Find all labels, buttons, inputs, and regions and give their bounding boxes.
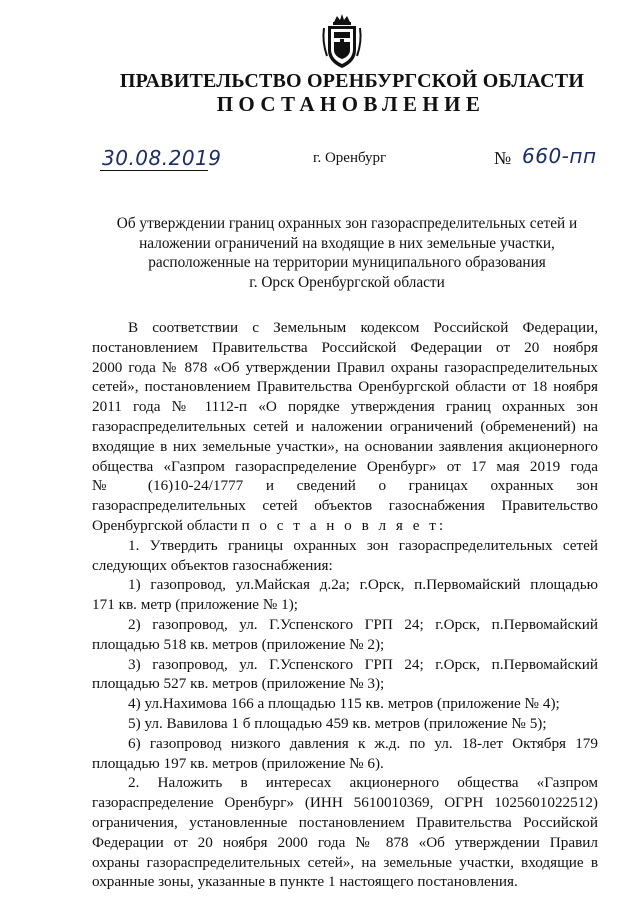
document-number — [494, 144, 614, 170]
document-type: ПОСТАНОВЛЕНИЕ — [216, 92, 486, 116]
item-2-line: охраны газораспределительных сетей», на земельные участки, входящие в — [92, 853, 598, 871]
document-title — [110, 214, 584, 292]
body-line: газораспределительных сетей и наложении ограничений (обременений) на — [92, 417, 598, 435]
sub-item-3-line: площадью 527 кв. метров (приложение № 3); — [92, 675, 385, 693]
item-2-line: Федерации от 20 ноября 2000 года № 878 «Об утверждении Правил — [92, 833, 598, 851]
body-line: общества «Газпром газораспределение Оренбург» от 17 мая 2019 года — [92, 457, 598, 475]
sub-item-1-line: 1) газопровод, ул.Майская д.2а; г.Орск, п.Первомайский площадью — [128, 576, 598, 594]
body-line: 2000 года № 878 «Об утверждении Правил охраны газораспределительных — [92, 358, 598, 376]
item-2-line: охранные зоны, указанные в пункте 1 настоящего постановления. — [92, 873, 518, 891]
body-line: сетей», постановлением Правительства Оренбургской области от 18 ноября — [92, 378, 598, 396]
number-sign: № — [494, 148, 512, 168]
title-line: расположенные на территории муниципального образования — [148, 254, 546, 271]
sub-item-2-line: 2) газопровод, ул. Г.Успенского ГРП 24; г.Орск, п.Первомайский — [128, 615, 598, 633]
city: г. Оренбург — [313, 150, 387, 166]
orenburg-coat-of-arms-icon — [318, 12, 366, 72]
body-line: входящие в них земельные участки», на основании заявления акционерного — [92, 437, 598, 455]
body-line: газораспределительных сетей объектов газоснабжения Правительство — [92, 497, 598, 515]
item-2-line: 2. Наложить в интересах акционерного общества «Газпром — [128, 774, 598, 792]
sub-item-6-line: площадью 197 кв. метров (приложение № 6). — [92, 754, 384, 772]
title-line: Об утверждении границ охранных зон газораспределительных сетей и — [116, 215, 578, 232]
sub-item-1-line: 171 кв. метр (приложение № 1); — [92, 596, 298, 614]
item-2-line: ограничения, установленные постановлением Правительства Российской — [92, 813, 598, 831]
title-line: г. Орск Оренбургской области — [249, 273, 445, 291]
sub-item-5-line: 5) ул. Вавилова 1 б площадью 459 кв. метров (приложение № 5); — [128, 714, 547, 732]
number-value: 660-пп — [522, 144, 597, 168]
decree-word: п о с т а н о в л я е т: — [241, 516, 447, 534]
preamble-end: Оренбургской области — [92, 516, 238, 534]
document-body — [92, 318, 598, 892]
sub-item-6-line: 6) газопровод низкого давления к ж.д. по ул. 18-лет Октября 179 — [128, 734, 598, 752]
organization-name: ПРАВИТЕЛЬСТВО ОРЕНБУРГСКОЙ ОБЛАСТИ — [119, 70, 585, 92]
sub-item-2-line: площадью 518 кв. метров (приложение № 2); — [92, 635, 385, 653]
date-value: 30.08.2019 — [102, 146, 222, 170]
body-line: 2011 года № 1112-п «О порядке утверждения границ охранных зон — [92, 398, 598, 416]
title-line: наложении ограничений на входящие в них земельные участки, — [139, 234, 555, 252]
item-2-line: газораспределение Оренбург» (ИНН 5610010369, ОГРН 1025601022512) — [92, 794, 598, 812]
sub-item-4-line: 4) ул.Нахимова 166 а площадью 115 кв. метров (приложение № 4); — [128, 695, 560, 713]
body-line: № (16)10-24/1777 и сведений о границах охранных зон — [92, 477, 598, 495]
item-1-line: следующих объектов газоснабжения: — [92, 556, 333, 574]
body-line — [92, 516, 598, 536]
body-line: постановлением Правительства Российской Федерации от 20 ноября — [92, 338, 598, 356]
sub-item-3-line: 3) газопровод, ул. Г.Успенского ГРП 24; г.Орск, п.Первомайский — [128, 655, 598, 673]
date-field — [100, 144, 222, 171]
body-line: В соответствии с Земельным кодексом Российской Федерации, — [128, 319, 598, 336]
item-1-line: 1. Утвердить границы охранных зон газораспределительных сетей — [128, 536, 598, 554]
